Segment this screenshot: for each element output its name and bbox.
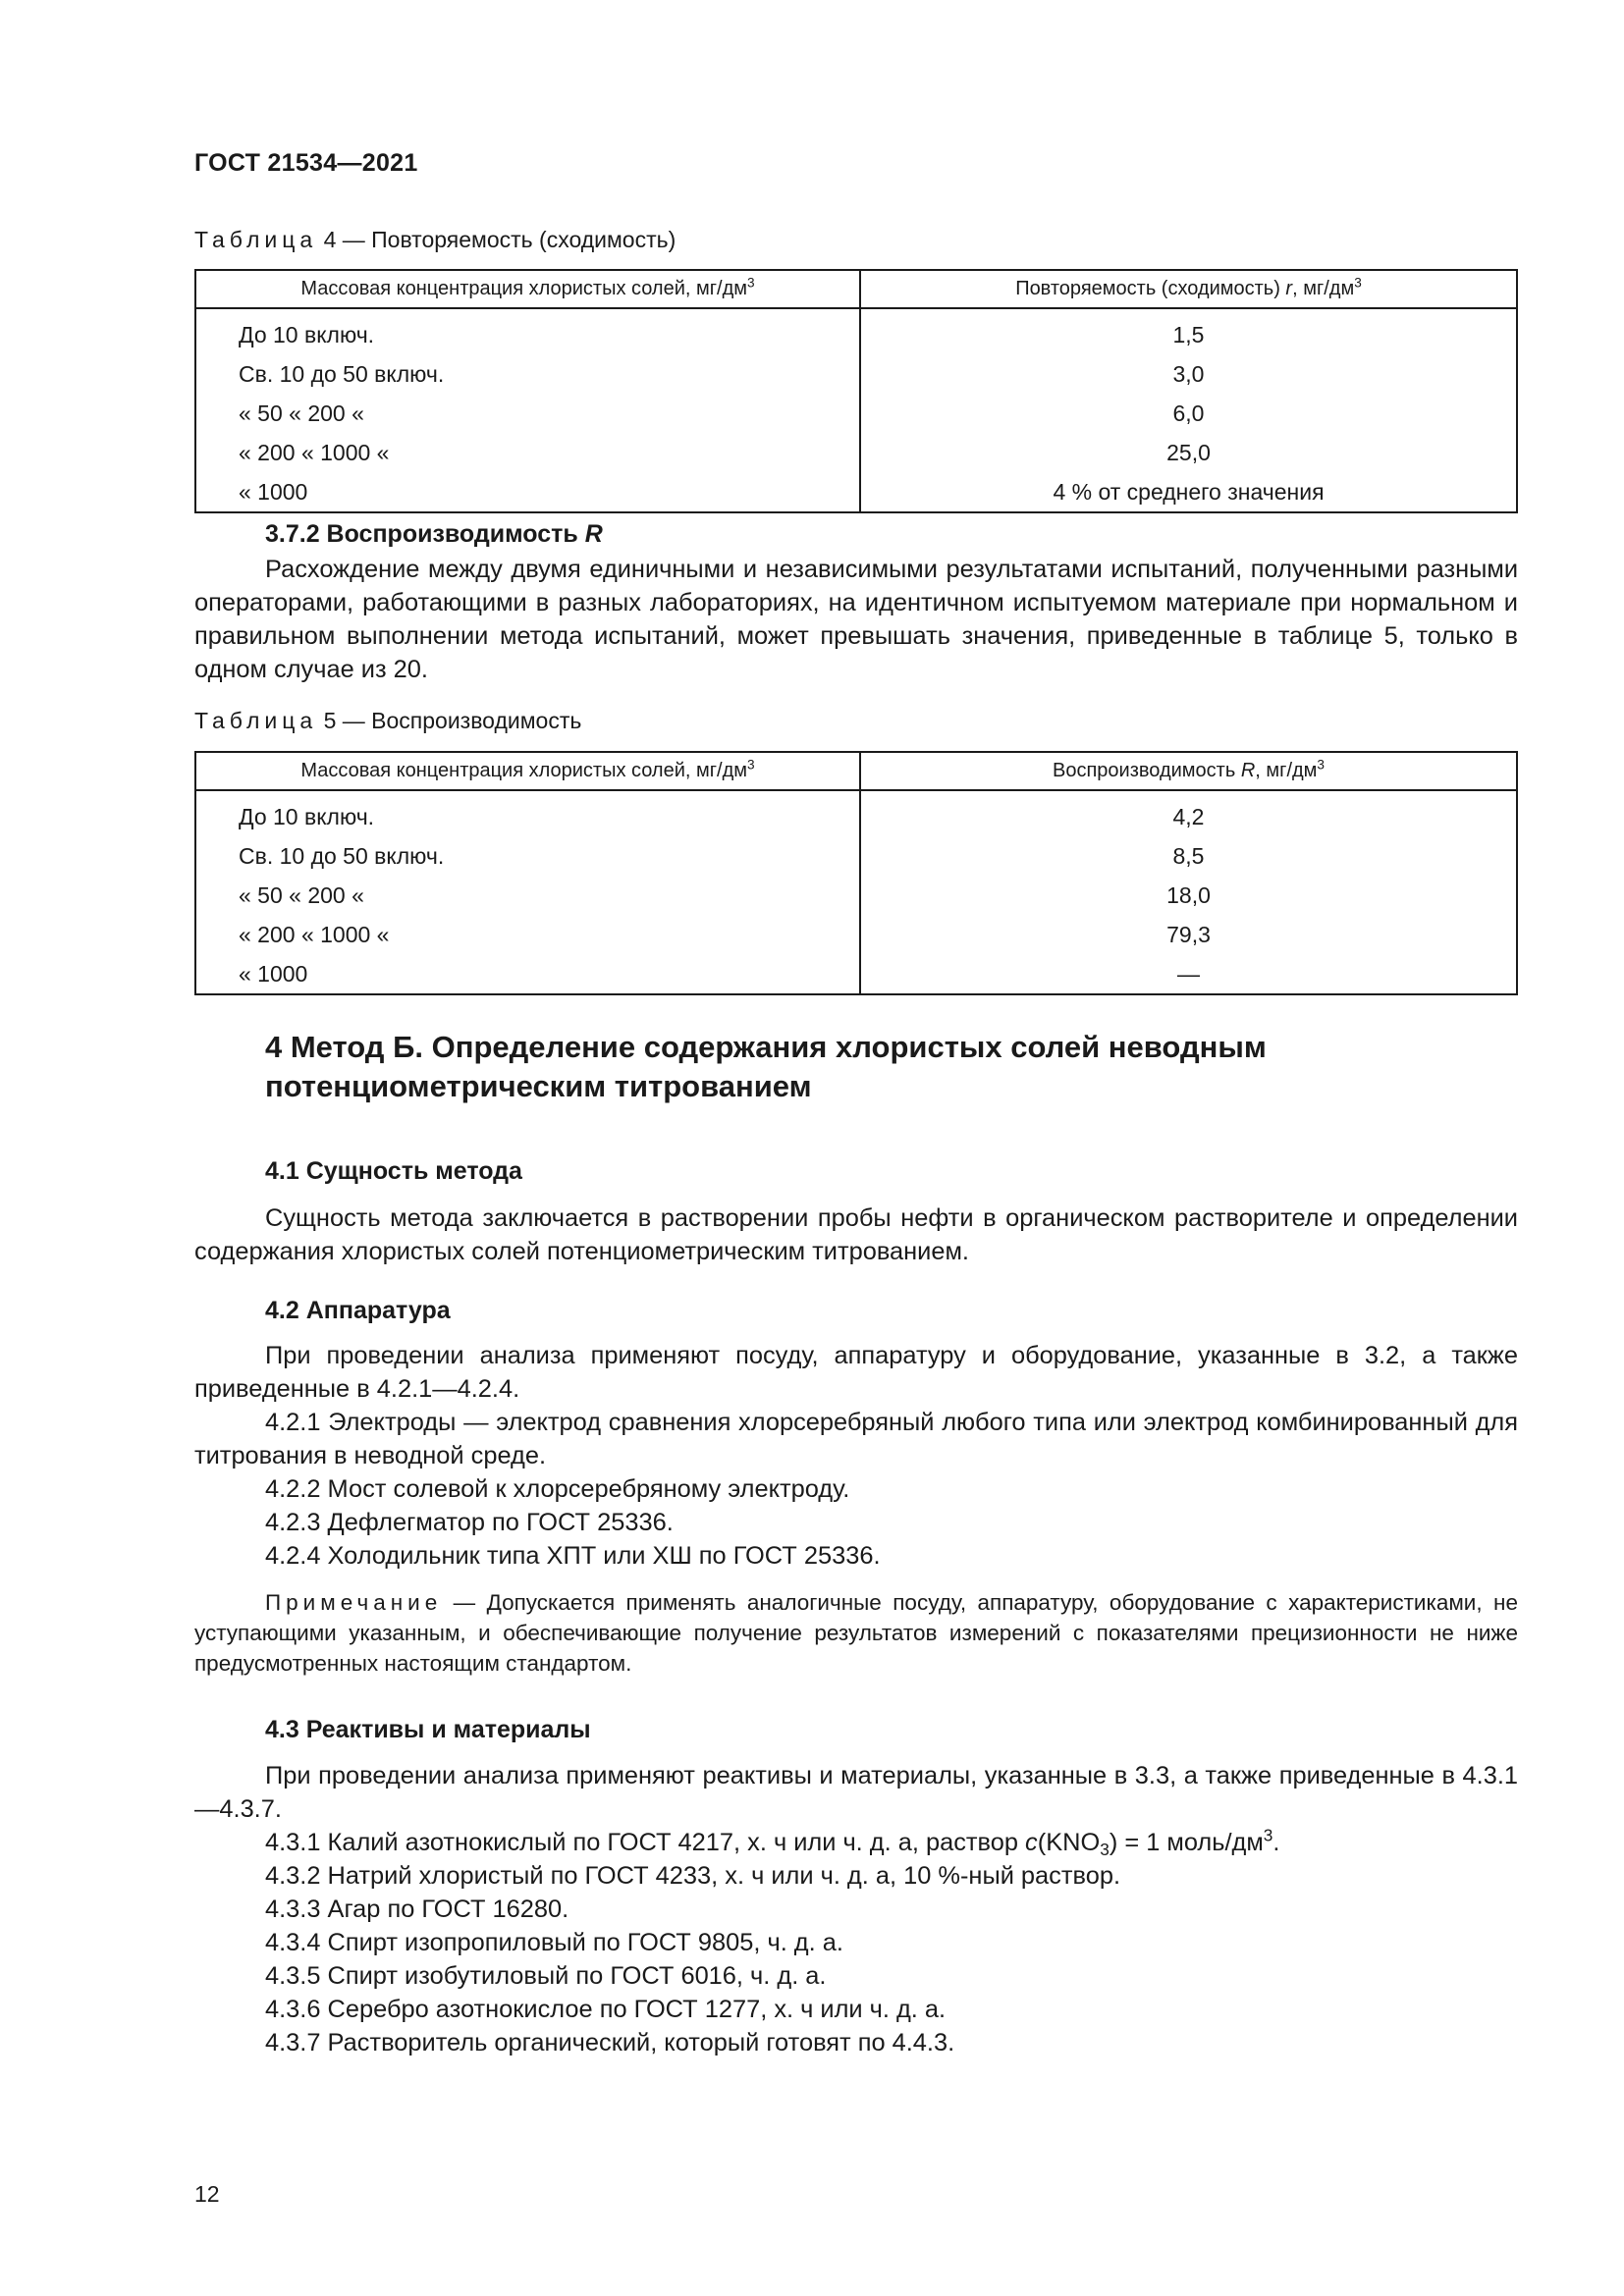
table-cell-range: « 200 « 1000 « [239, 439, 390, 465]
line-4-3-4: 4.3.4 Спирт изопропиловый по ГОСТ 9805, ч. д. а. [265, 1929, 843, 1956]
table-cell-range: « 200 « 1000 « [239, 921, 390, 947]
table-cell-range: До 10 включ. [239, 321, 375, 347]
table-row [195, 394, 1517, 433]
section-heading-3-7-2: 3.7.2 Воспроизводимость R [265, 520, 603, 548]
table-row [195, 354, 1517, 394]
table-cell-value: 4 % от среднего значения [860, 472, 1517, 512]
table-row [195, 954, 1517, 994]
line-4-3-3: 4.3.3 Агар по ГОСТ 16280. [265, 1896, 569, 1923]
table-cell-value: 18,0 [860, 876, 1517, 915]
table-cell-range: « 1000 [239, 960, 308, 987]
paragraph-reproducibility: Расхождение между двумя единичными и независимыми результатами испытаний, полученными разными операторами, работающими в разных лабораториях, на идентичном испытуемом материале при нормальном и правильном выполнении метода испытаний, может превышать значения, приведенные в таблице 5, только в одном случае из 20. [194, 556, 1518, 683]
line-4-3-7: 4.3.7 Растворитель органический, который готовят по 4.4.3. [265, 2029, 955, 2056]
table5-caption-text: 5 — Воспроизводимость [323, 708, 582, 733]
table5-col1-header: Массовая концентрация хлористых солей, $мг/дм^3$ [195, 752, 860, 790]
table-cell-value: 25,0 [860, 433, 1517, 472]
table4-caption-text: 4 — Повторяемость (сходимость) [323, 227, 677, 252]
table-cell-value: 1,5 [860, 308, 1517, 354]
table-cell-value: — [860, 954, 1517, 994]
table-cell-value: 79,3 [860, 915, 1517, 954]
line-4-2-3: 4.2.3 Дефлегматор по ГОСТ 25336. [265, 1509, 674, 1536]
table5-header-row [195, 752, 1517, 790]
page-number: 12 [194, 2181, 220, 2207]
table-cell-range: Св. 10 до 50 включ. [239, 360, 445, 387]
table4-col1-header: Массовая концентрация хлористых солей, $мг/дм^3$ [195, 270, 860, 308]
table4-header-row [195, 270, 1517, 308]
line-4-3-5: 4.3.5 Спирт изобутиловый по ГОСТ 6016, ч. д. а. [265, 1962, 827, 1990]
paragraph-4-2-1: 4.2.1 Электроды — электрод сравнения хлорсеребряный любого типа или электрод комбинированный для титрования в неводной среде. [194, 1409, 1518, 1469]
paragraph-reagents-intro: При проведении анализа применяют реактивы и материалы, указанные в 3.3, а также приведенные в 4.3.1—4.3.7. [194, 1762, 1518, 1823]
table-cell-value: 4,2 [860, 790, 1517, 836]
table-row [195, 433, 1517, 472]
table5-caption [194, 708, 581, 734]
table-cell-range: До 10 включ. [239, 803, 375, 829]
table-cell-value: 3,0 [860, 354, 1517, 394]
section-title-line2: потенциометрическим титрованием [265, 1069, 812, 1103]
table-cell-range: « 1000 [239, 478, 308, 505]
table-row [195, 472, 1517, 512]
table4-caption [194, 227, 676, 253]
note-apparatus [194, 1587, 1518, 1679]
section-heading-4-2: 4.2 Аппаратура [265, 1297, 451, 1324]
table-row [195, 308, 1517, 354]
table5-caption-prefix: Таблица [194, 708, 318, 733]
table-cell-range: Св. 10 до 50 включ. [239, 842, 445, 869]
table-row [195, 876, 1517, 915]
table-row [195, 836, 1517, 876]
note-text: — Допускается применять аналогичные посуду, аппаратуру, оборудование с характеристиками, не уступающими указанным, и обеспечивающие получение результатов измерений с показателями прецизионности не ниже предусмотренных настоящим стандартом. [194, 1590, 1518, 1676]
table5 [194, 751, 1518, 995]
table5-col2-header: Воспроизводимость R, $мг/дм^3$ [860, 752, 1517, 790]
document-code: ГОСТ 21534—2021 [194, 149, 418, 177]
section-title-line1: 4 Метод Б. Определение содержания хлористых солей неводным [265, 1030, 1267, 1064]
section-title-4 [265, 1028, 1443, 1106]
section-heading-4-1: 4.1 Сущность метода [265, 1157, 522, 1185]
table4-col2-header: Повторяемость (сходимость) r, $мг/дм^3$ [860, 270, 1517, 308]
line-4-3-6: 4.3.6 Серебро азотнокислое по ГОСТ 1277, х. ч или ч. д. а. [265, 1996, 947, 2023]
paragraph-apparatus-intro: При проведении анализа применяют посуду, аппаратуру и оборудование, указанные в 3.2, а также приведенные в 4.2.1—4.2.4. [194, 1342, 1518, 1403]
note-label: Примечание [265, 1590, 443, 1615]
table4 [194, 269, 1518, 513]
table-row [195, 790, 1517, 836]
table-cell-value: 8,5 [860, 836, 1517, 876]
section-heading-4-3: 4.3 Реактивы и материалы [265, 1716, 591, 1743]
table-cell-range: « 50 « 200 « [239, 400, 364, 426]
paragraph-method-essence: Сущность метода заключается в растворении пробы нефти в органическом растворителе и определении содержания хлористых солей потенциометрическим титрованием. [194, 1204, 1518, 1265]
table-cell-value: 6,0 [860, 394, 1517, 433]
line-4-3-1: 4.3.1 Калий азотнокислый по ГОСТ 4217, х. ч или ч. д. а, раствор $c(KNO_3) = 1$ моль/$дм^3$. [265, 1825, 1280, 1860]
table4-caption-prefix: Таблица [194, 227, 318, 252]
line-4-3-2: 4.3.2 Натрий хлористый по ГОСТ 4233, х. ч или ч. д. а, 10 %-ный раствор. [265, 1862, 1120, 1890]
table-row [195, 915, 1517, 954]
table-cell-range: « 50 « 200 « [239, 881, 364, 908]
line-4-2-2: 4.2.2 Мост солевой к хлорсеребряному электроду. [265, 1475, 850, 1503]
line-4-2-4: 4.2.4 Холодильник типа ХПТ или ХШ по ГОСТ 25336. [265, 1542, 881, 1570]
